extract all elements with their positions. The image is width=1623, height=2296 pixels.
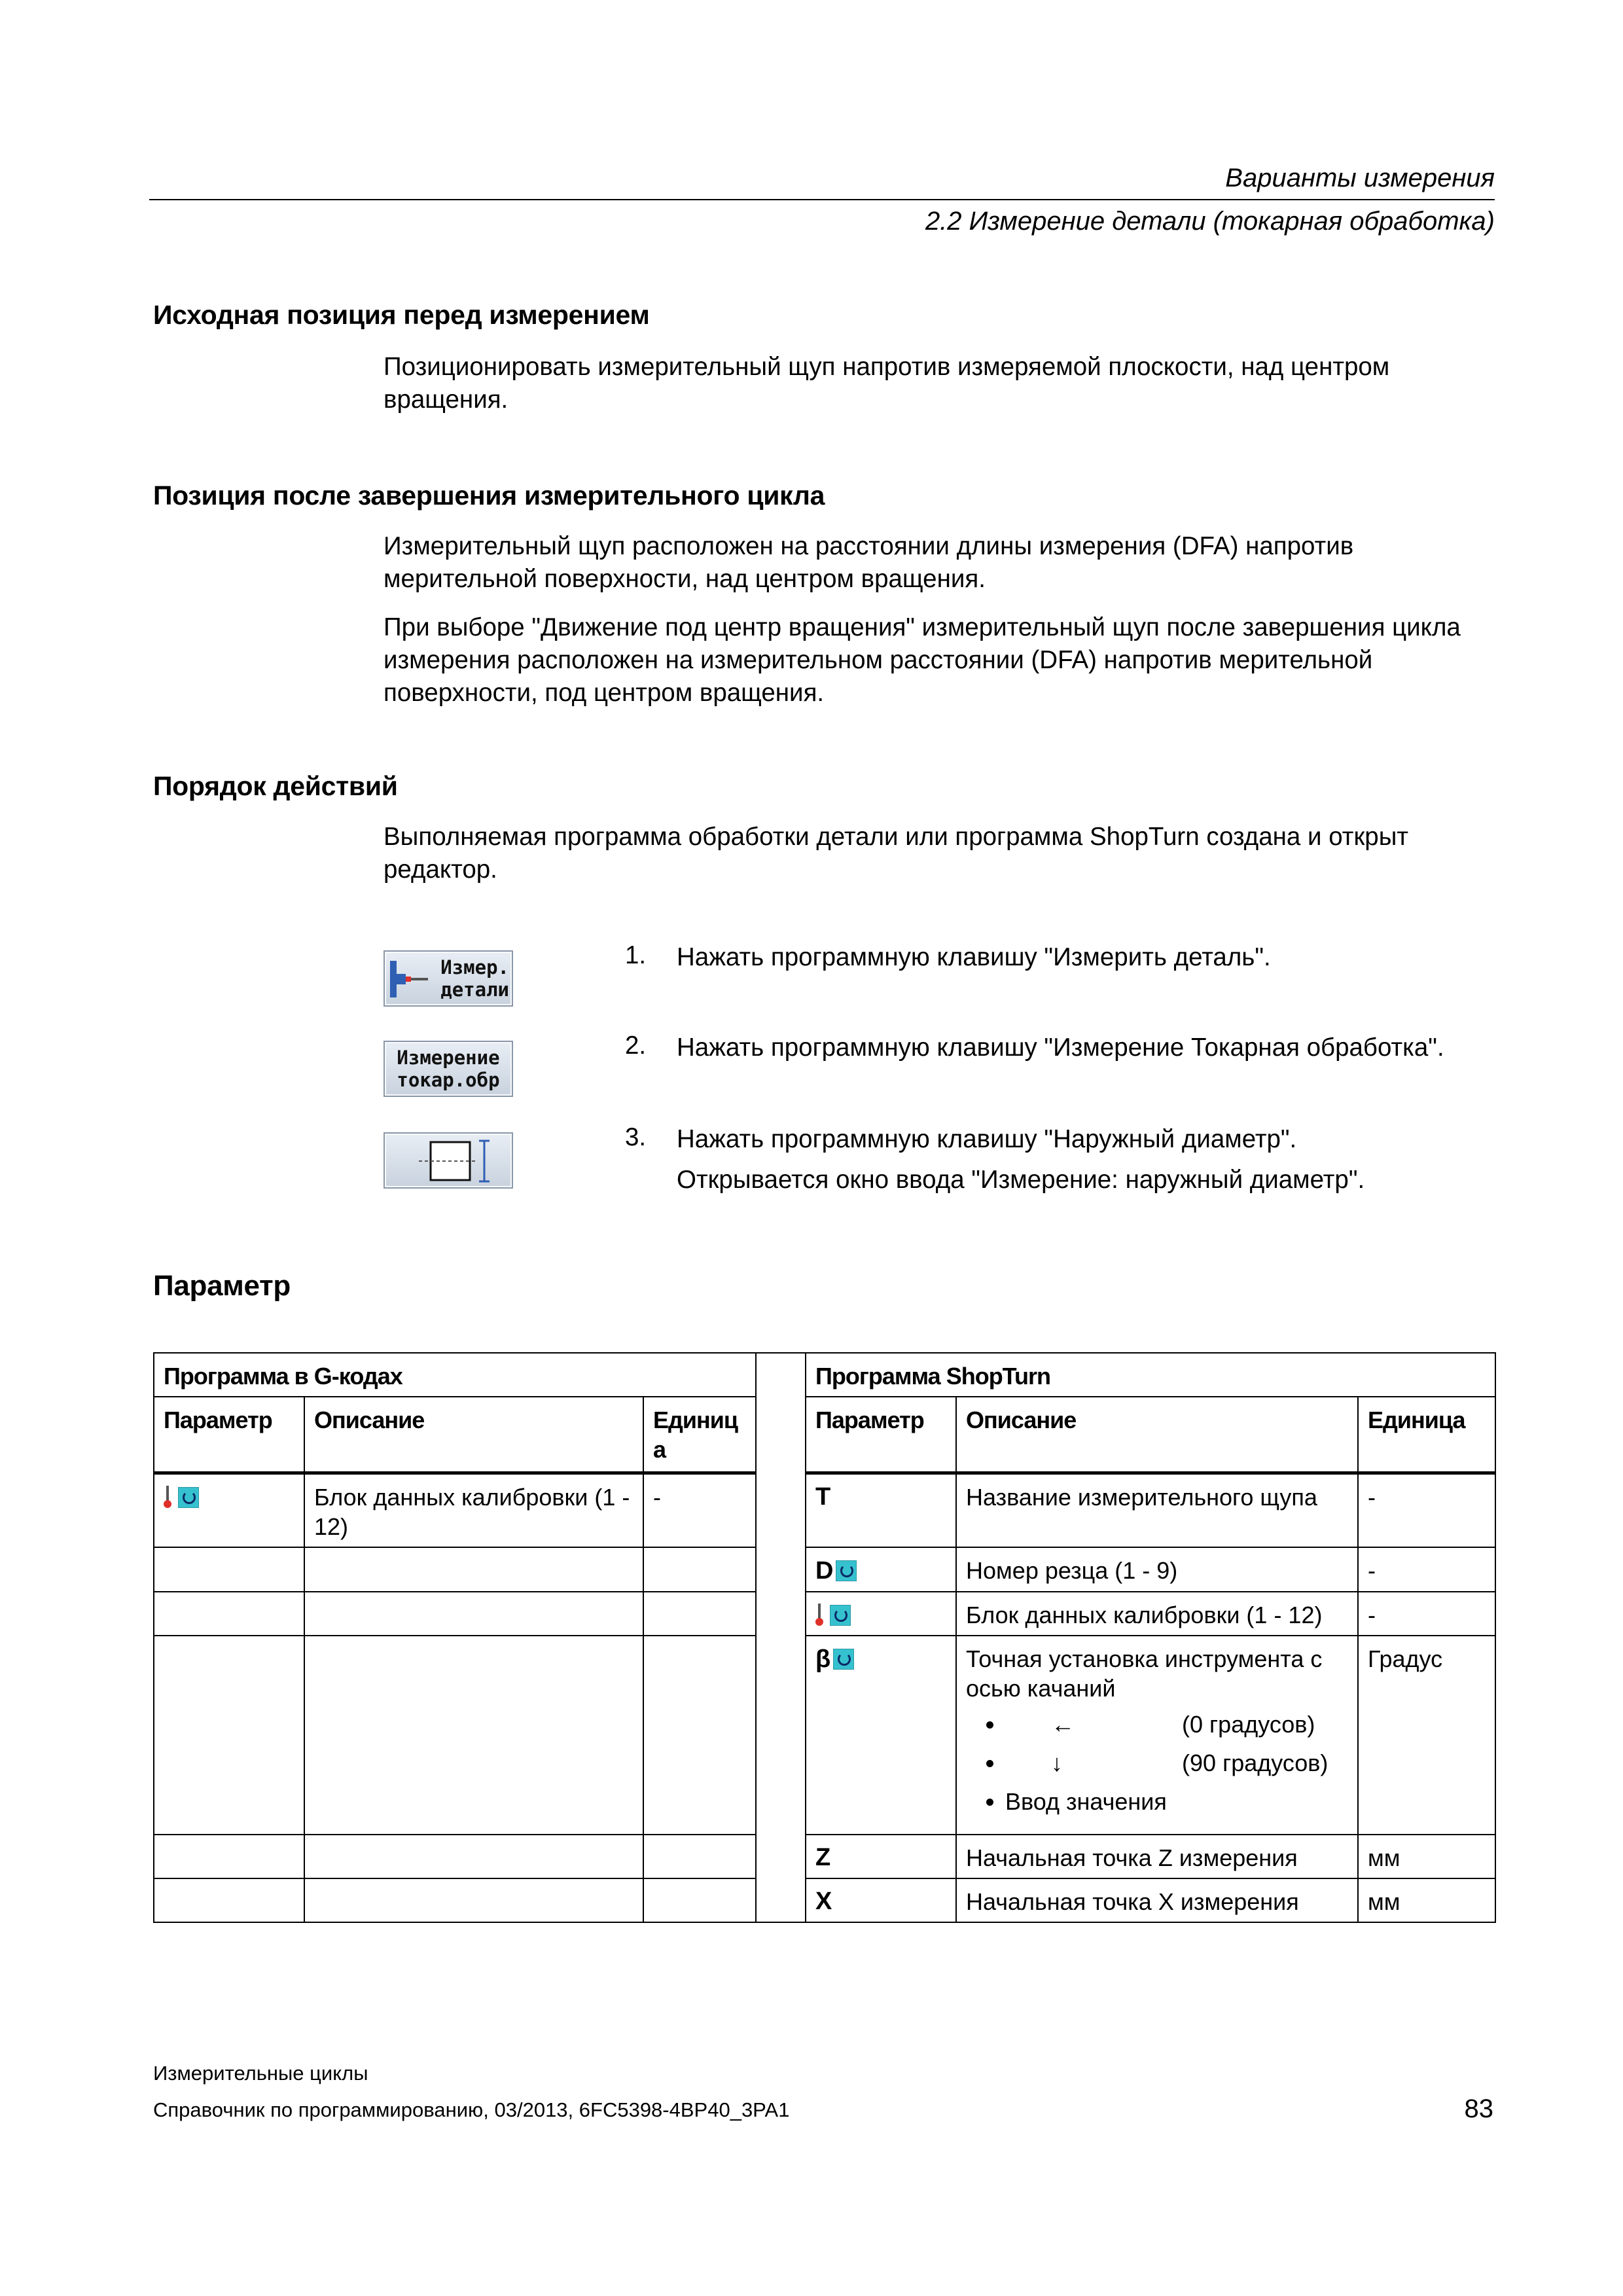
- gcode-program-title: Программа в G-кодах: [154, 1353, 756, 1397]
- footer-manual-info: Справочник по программированию, 03/2013, 6FC5398-4BP40_3PA1: [153, 2098, 790, 2121]
- shopturn-x-desc: Начальная точка X измерения: [956, 1878, 1358, 1922]
- table-row: [154, 1636, 1495, 1835]
- shopturn-z-param: Z: [806, 1835, 956, 1878]
- parameter-table: [153, 1352, 1496, 1923]
- probe-icon: [164, 1486, 171, 1509]
- toggle-icon: [178, 1487, 199, 1508]
- step-3-text: Нажать программную клавишу "Наружный диаметр".: [677, 1125, 1297, 1153]
- shopturn-z-unit: мм: [1358, 1835, 1495, 1878]
- gcode-col-unit: Единица: [643, 1397, 756, 1473]
- page-number: 83: [1464, 2094, 1493, 2123]
- section-title: 2.2 Измерение детали (токарная обработка): [925, 207, 1495, 236]
- shopturn-d-unit: -: [1358, 1547, 1495, 1592]
- shopturn-col-param: Параметр: [806, 1397, 956, 1473]
- table-row: [154, 1878, 1495, 1922]
- shopturn-col-desc: Описание: [956, 1397, 1358, 1473]
- step-3-number: 3.: [625, 1123, 647, 1151]
- shopturn-x-unit: мм: [1358, 1878, 1495, 1922]
- heading-parameter: Параметр: [153, 1270, 291, 1302]
- softkey-measure-workpiece-line1: Измер.: [440, 956, 509, 978]
- gcode-col-desc: Описание: [304, 1397, 643, 1473]
- arrow-left-icon: ←: [1051, 1710, 1075, 1738]
- after-cycle-text-2: При выборе "Движение под центр вращения" измерительный щуп после завершения цикла измерения расположен на измерительном расстоянии (DFA) напротив мерительной поверхности, под центром вращения.: [383, 613, 1461, 707]
- table-row: [154, 1547, 1495, 1592]
- step-1-text: Нажать программную клавишу "Измерить деталь".: [677, 943, 1271, 971]
- measure-workpiece-icon: [389, 956, 429, 1001]
- shopturn-beta-param: β: [806, 1636, 956, 1835]
- shopturn-calib-param: [806, 1592, 956, 1636]
- option-90-degrees: • ↓ (90 градусов): [1005, 1748, 1349, 1778]
- shopturn-beta-unit: Градус: [1358, 1636, 1495, 1835]
- step-2-number: 2.: [625, 1031, 647, 1060]
- shopturn-col-unit: Единица: [1358, 1397, 1495, 1473]
- shopturn-calib-unit: -: [1358, 1592, 1495, 1636]
- option-0-degrees: • ← (0 градусов): [1005, 1710, 1349, 1739]
- heading-procedure: Порядок действий: [153, 771, 398, 801]
- gcode-col-param: Параметр: [154, 1397, 304, 1473]
- shopturn-z-desc: Начальная точка Z измерения: [956, 1835, 1358, 1878]
- table-spacer-column: [756, 1353, 806, 1922]
- toggle-icon: [833, 1649, 854, 1670]
- toggle-icon: [830, 1605, 851, 1626]
- shopturn-program-title: Программа ShopTurn: [806, 1353, 1495, 1397]
- header-rule: [149, 199, 1495, 200]
- softkey-measure-turning[interactable]: [383, 1041, 513, 1097]
- shopturn-beta-desc: Точная установка инструмента с осью качаний • ← (0 градусов) • ↓ (90 градусов) • Ввод значения: [956, 1636, 1358, 1835]
- step-2-text: Нажать программную клавишу "Измерение Токарная обработка".: [677, 1033, 1444, 1062]
- arrow-down-icon: ↓: [1051, 1749, 1063, 1776]
- chapter-title: Варианты измерения: [1225, 164, 1495, 192]
- outer-diameter-icon: [399, 1136, 497, 1185]
- procedure-text: Выполняемая программа обработки детали или программа ShopTurn создана и открыт редактор.: [383, 823, 1408, 884]
- shopturn-d-desc: Номер резца (1 - 9): [956, 1547, 1358, 1592]
- softkey-measure-workpiece[interactable]: [383, 950, 513, 1007]
- shopturn-t-unit: -: [1358, 1473, 1495, 1547]
- softkey-measure-turning-line2: токар.обр: [397, 1069, 500, 1091]
- option-value-input: • Ввод значения: [1005, 1787, 1349, 1816]
- footer-book-title: Измерительные циклы: [153, 2062, 368, 2085]
- step-1-number: 1.: [625, 941, 647, 969]
- shopturn-d-param: D: [806, 1547, 956, 1592]
- shopturn-t-desc: Название измерительного щупа: [956, 1473, 1358, 1547]
- heading-start-position: Исходная позиция перед измерением: [153, 300, 650, 330]
- table-row: [154, 1835, 1495, 1878]
- shopturn-t-param: T: [806, 1473, 956, 1547]
- gcode-calib-param: [154, 1473, 304, 1547]
- softkey-measure-workpiece-line2: детали: [440, 978, 509, 1001]
- gcode-calib-desc: Блок данных калибровки (1 - 12): [304, 1473, 643, 1547]
- table-row: [154, 1473, 1495, 1547]
- shopturn-calib-desc: Блок данных калибровки (1 - 12): [956, 1592, 1358, 1636]
- softkey-measure-turning-line1: Измерение: [397, 1047, 500, 1069]
- probe-icon: [815, 1604, 823, 1627]
- shopturn-x-param: X: [806, 1878, 956, 1922]
- gcode-calib-unit: -: [643, 1473, 756, 1547]
- start-position-text: Позиционировать измерительный щуп напротив измеряемой плоскости, над центром вращения.: [383, 353, 1390, 414]
- step-3-subtext: Открывается окно ввода "Измерение: наружный диаметр".: [677, 1166, 1365, 1194]
- table-row: [154, 1592, 1495, 1636]
- heading-after-cycle: Позиция после завершения измерительного цикла: [153, 480, 825, 511]
- after-cycle-text-1: Измерительный щуп расположен на расстоянии длины измерения (DFA) напротив мерительной поверхности, над центром вращения.: [383, 532, 1354, 593]
- softkey-outer-diameter[interactable]: [383, 1132, 513, 1189]
- toggle-icon: [836, 1560, 857, 1581]
